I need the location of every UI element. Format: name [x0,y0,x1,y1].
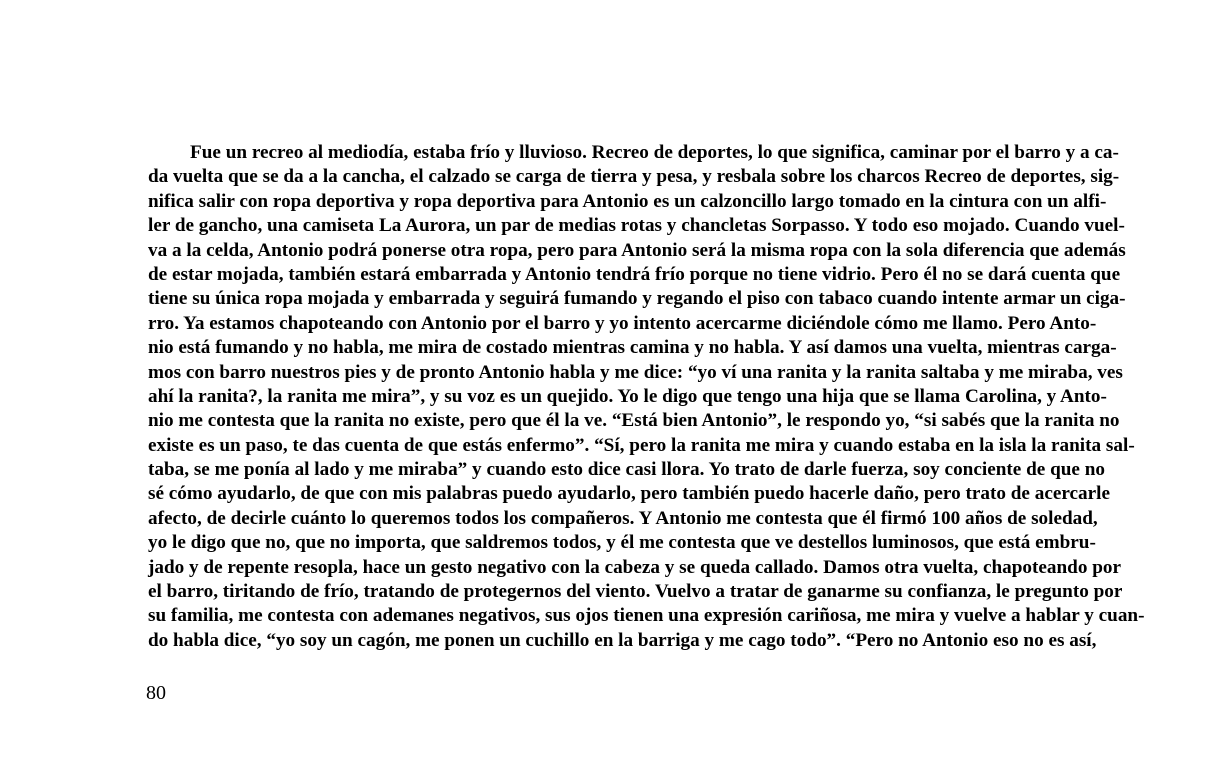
text-line: nio me contesta que la ranita no existe, pero que él la ve. “Está bien Antonio”, le respondo yo, “si sabés que la ranita no [148,410,1120,432]
text-line: rro. Ya estamos chapoteando con Antonio por el barro y yo intento acercarme diciéndole cómo me llamo. Pero Anto- [148,312,1097,334]
text-line: mos con barro nuestros pies y de pronto Antonio habla y me dice: “yo ví una ranita y la ranita saltaba y me miraba, ves [148,361,1123,383]
text-line: va a la celda, Antonio podrá ponerse otra ropa, pero para Antonio será la misma ropa con la sola diferencia que además [148,239,1126,261]
text-line: ler de gancho, una camiseta La Aurora, un par de medias rotas y chancletas Sorpasso. Y todo eso mojado. Cuando vuel- [148,215,1125,237]
text-line: afecto, de decirle cuánto lo queremos todos los compañeros. Y Antonio me contesta que él firmó 100 años de soledad, [148,507,1098,529]
page-number: 80 [146,682,166,704]
text-line: do habla dice, “yo soy un cagón, me ponen un cuchillo en la barriga y me cago todo”. “Pero no Antonio eso no es así, [148,629,1097,651]
text-line: yo le digo que no, que no importa, que saldremos todos, y él me contesta que ve destellos luminosos, que está embru- [148,532,1096,554]
text-line: nifica salir con ropa deportiva y ropa deportiva para Antonio es un calzoncillo largo tomado en la cintura con un alfi- [148,190,1107,212]
text-line: el barro, tiritando de frío, tratando de protegernos del viento. Vuelvo a tratar de ganarme su confianza, le pregunto por [148,581,1123,603]
text-line: taba, se me ponía al lado y me miraba” y cuando esto dice casi llora. Yo trato de darle fuerza, soy conciente de que no [148,459,1105,481]
body-paragraph [148,141,1145,653]
text-line: da vuelta que se da a la cancha, el calzado se carga de tierra y pesa, y resbala sobre los charcos Recreo de deportes, sig- [148,166,1120,188]
text-line: tiene su única ropa mojada y embarrada y seguirá fumando y regando el piso con tabaco cuando intente armar un ciga- [148,288,1126,310]
text-line: Fue un recreo al mediodía, estaba frío y lluvioso. Recreo de deportes, lo que significa, caminar por el barro y a ca- [190,142,1119,163]
text-line: sé cómo ayudarlo, de que con mis palabras puedo ayudarlo, pero también puedo hacerle daño, pero trato de acercarle [148,483,1111,505]
text-line: nio está fumando y no habla, me mira de costado mientras camina y no habla. Y así damos una vuelta, mientras carga- [148,337,1117,359]
text-line: su familia, me contesta con ademanes negativos, sus ojos tienen una expresión cariñosa, me mira y vuelve a hablar y cuan- [148,605,1145,627]
text-line: jado y de repente resopla, hace un gesto negativo con la cabeza y se queda callado. Damos otra vuelta, chapoteando por [148,556,1122,578]
text-line: de estar mojada, también estará embarrada y Antonio tendrá frío porque no tiene vidrio. Pero él no se dará cuenta que [148,263,1121,285]
text-line: existe es un paso, te das cuenta de que estás enfermo”. “Sí, pero la ranita me mira y cuando estaba en la isla la ranita sal- [148,434,1135,456]
text-line: ahí la ranita?, la ranita me mira”, y su voz es un quejido. Yo le digo que tengo una hija que se llama Carolina, y Anto- [148,385,1107,407]
